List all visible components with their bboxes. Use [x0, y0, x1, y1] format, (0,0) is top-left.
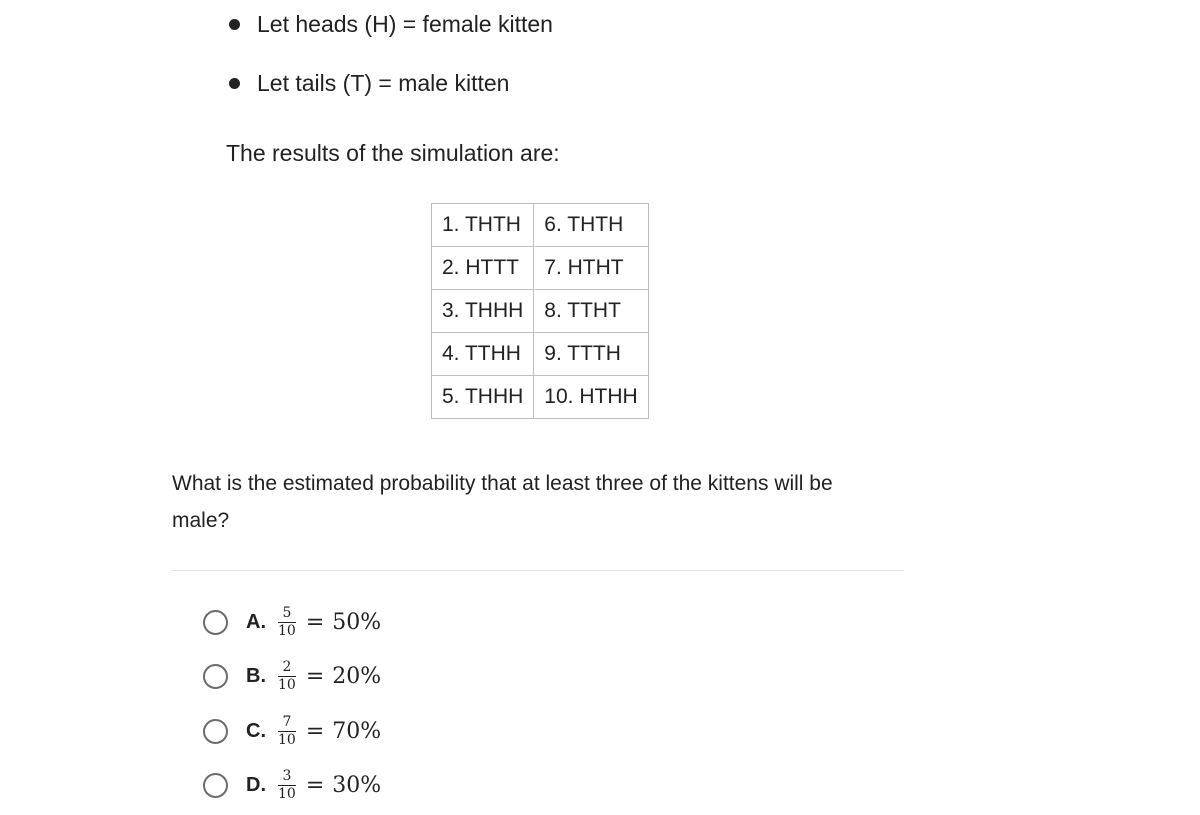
fraction-numerator: 7	[282, 713, 292, 730]
table-cell: 2. HTTT	[432, 247, 534, 290]
fraction-denominator: 10	[278, 785, 296, 802]
table-row	[432, 204, 649, 247]
radio-button[interactable]	[203, 719, 228, 744]
radio-button[interactable]	[203, 664, 228, 689]
table-cell: 7. HTHT	[534, 247, 648, 290]
answer-option-d[interactable]	[203, 765, 381, 805]
option-percent: 20%	[332, 663, 382, 689]
table-cell: 6. THTH	[534, 204, 648, 247]
table-row	[432, 333, 649, 376]
radio-button[interactable]	[203, 773, 228, 798]
bullet-dot	[229, 78, 240, 89]
option-percent: 50%	[332, 609, 382, 635]
table-cell: 9. TTTH	[534, 333, 648, 376]
option-percent: 70%	[332, 718, 382, 744]
table-cell: 1. THTH	[432, 204, 534, 247]
answer-option-a[interactable]	[203, 602, 381, 642]
equals-sign: =	[305, 718, 325, 744]
fraction-numerator: 5	[282, 604, 292, 621]
table-row	[432, 290, 649, 333]
fraction-denominator: 10	[278, 731, 296, 748]
fraction	[278, 713, 296, 748]
bullet-item-tails	[229, 69, 509, 97]
answer-option-c[interactable]	[203, 711, 381, 751]
table-cell: 5. THHH	[432, 376, 534, 419]
fraction-numerator: 2	[282, 658, 292, 675]
option-letter: C.	[246, 719, 266, 742]
bullet-dot	[229, 19, 240, 30]
table-cell: 3. THHH	[432, 290, 534, 333]
equals-sign: =	[305, 772, 325, 798]
equals-sign: =	[305, 663, 325, 689]
answer-option-b[interactable]	[203, 656, 381, 696]
option-letter: B.	[246, 664, 266, 687]
bullet-text: Let heads (H) = female kitten	[257, 11, 553, 37]
divider	[172, 570, 904, 571]
bullet-text: Let tails (T) = male kitten	[257, 70, 510, 96]
option-percent: 30%	[332, 772, 382, 798]
option-letter: A.	[246, 610, 266, 633]
table-cell: 8. TTHT	[534, 290, 648, 333]
fraction	[278, 658, 296, 693]
fraction-denominator: 10	[278, 622, 296, 639]
table-row	[432, 247, 649, 290]
fraction-numerator: 3	[282, 767, 292, 784]
table-row	[432, 376, 649, 419]
results-label: The results of the simulation are:	[226, 140, 560, 166]
fraction-denominator: 10	[278, 676, 296, 693]
radio-button[interactable]	[203, 610, 228, 635]
table-cell: 4. TTHH	[432, 333, 534, 376]
bullet-item-heads	[229, 10, 553, 38]
simulation-results-table	[431, 203, 649, 419]
fraction	[278, 604, 296, 639]
question-text: What is the estimated probability that at least three of the kittens will be male?	[172, 472, 833, 532]
fraction	[278, 767, 296, 802]
option-letter: D.	[246, 773, 266, 796]
table-cell: 10. HTHH	[534, 376, 648, 419]
equals-sign: =	[305, 609, 325, 635]
